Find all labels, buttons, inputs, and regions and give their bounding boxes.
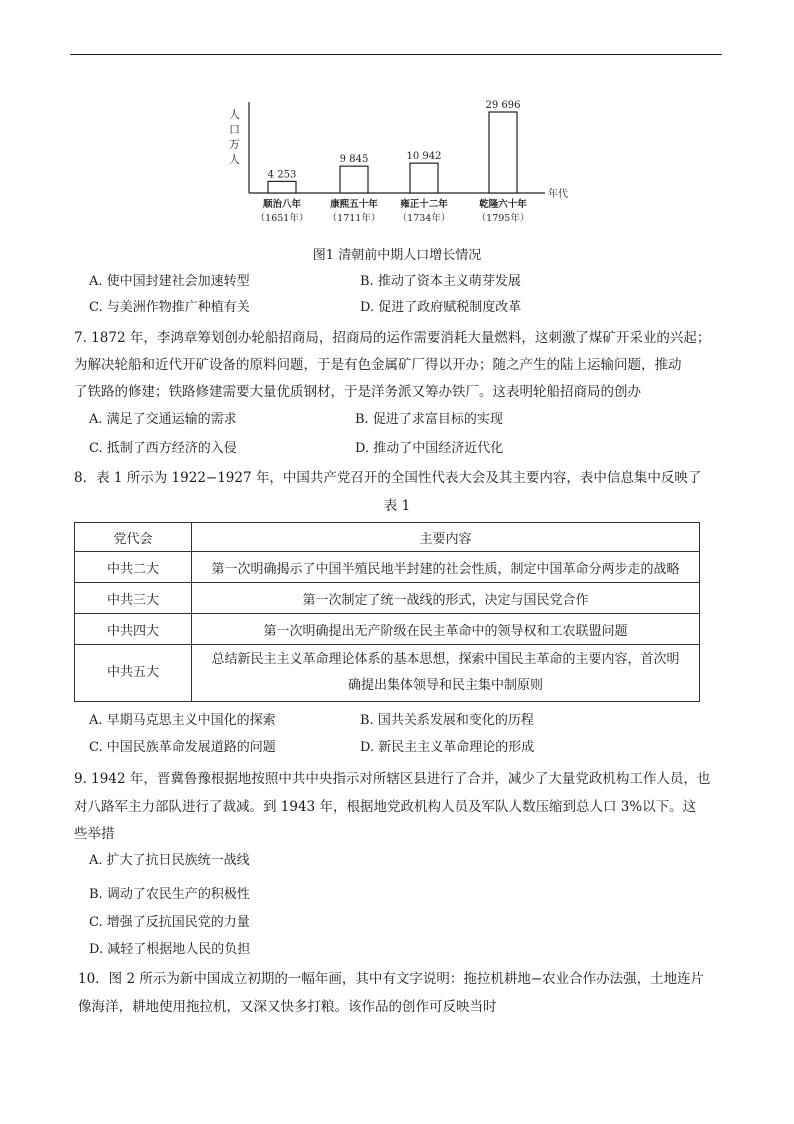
bar-value-label: 9 845 xyxy=(339,154,369,166)
row-content: 第一次明确揭示了中国半殖民地半封建的社会性质，制定中国革命分两步走的战略 xyxy=(192,552,700,583)
y-axis-label: 人口万人 xyxy=(229,108,240,166)
q7-option-b: B. 促进了求富目标的实现 xyxy=(355,412,503,427)
table-row xyxy=(75,552,700,583)
row-party: 中共四大 xyxy=(75,614,192,645)
table-1-title: 表 1 xyxy=(383,498,411,514)
q8-option-c: C. 中国民族革命发展道路的问题 xyxy=(89,740,276,755)
q7-option-a: A. 满足了交通运输的需求 xyxy=(89,412,237,427)
bar xyxy=(410,163,438,193)
q7-option-d: D. 推动了中国经济近代化 xyxy=(355,441,504,456)
row-party: 中共三大 xyxy=(75,583,192,614)
row-content: 第一次明确提出无产阶级在民主革命中的领导权和工农联盟问题 xyxy=(192,614,700,645)
q8-option-d: D. 新民主主义革命理论的形成 xyxy=(360,740,535,755)
q10-line-1: 10．图 2 所示为新中国成立初期的一幅年画，其中有文字说明：拖拉机耕地−农业合作办法强，土地连片 xyxy=(78,971,705,987)
bar-value-label: 4 253 xyxy=(267,169,297,181)
x-tick-label: 康熙五十年 xyxy=(330,199,378,210)
figure-1-caption: 图1 清朝前中期人口增长情况 xyxy=(312,248,482,263)
x-axis-label: 年代 xyxy=(548,189,568,200)
table-row xyxy=(75,614,700,645)
q9-line-3: 些举措 xyxy=(74,826,115,842)
x-tick-year-label: （1711年） xyxy=(327,213,381,224)
x-tick-label: 顺治八年 xyxy=(262,199,302,210)
q6-option-b: B. 推动了资本主义萌芽发展 xyxy=(360,274,521,289)
table-header-row xyxy=(75,523,700,552)
q9-option-b: B. 调动了农民生产的积极性 xyxy=(89,887,250,902)
bar xyxy=(340,166,368,193)
bar xyxy=(268,181,296,193)
x-tick-year-label: （1651年） xyxy=(255,213,309,224)
q7-line-2: 为解决轮船和近代开矿设备的原料问题，于是有色金属矿厂得以开办；随之产生的陆上运输问题，推动 xyxy=(74,357,682,373)
q9-line-2: 对八路军主力部队进行了裁减。到 1943 年，根据地党政机构人员及军队人数压缩到总人口 3%以下。这 xyxy=(74,799,697,815)
q7-line-3: 了铁路的修建；铁路修建需要大量优质钢材，于是洋务派又筹办铁厂。这表明轮船招商局的创办 xyxy=(74,384,641,400)
q7-option-c: C. 抵制了西方经济的入侵 xyxy=(89,441,237,456)
table-row xyxy=(75,583,700,614)
x-tick-year-label: （1734年） xyxy=(397,213,451,224)
page-top-rule xyxy=(70,54,722,55)
row-party: 中共二大 xyxy=(75,552,192,583)
x-tick-label: 乾隆六十年 xyxy=(479,199,527,210)
q9-line-1: 9. 1942 年，晋冀鲁豫根据地按照中共中央指示对所辖区县进行了合并，减少了大量党政机构工作人员，也 xyxy=(74,771,711,787)
bar-value-label: 10 942 xyxy=(406,151,442,163)
bar xyxy=(489,112,517,193)
q6-option-a: A. 使中国封建社会加速转型 xyxy=(89,274,250,289)
table-row xyxy=(75,645,700,702)
row-content: 第一次制定了统一战线的形式，决定与国民党合作 xyxy=(192,583,700,614)
q9-option-c: C. 增强了反抗国民党的力量 xyxy=(89,915,250,930)
q9-option-a: A. 扩大了抗日民族统一战线 xyxy=(89,853,250,868)
row-content-line-2: 确提出集体领导和民主集中制原则 xyxy=(347,678,543,693)
x-tick-year-label: （1795年） xyxy=(476,213,530,224)
header-party: 党代会 xyxy=(75,523,192,552)
row-content-line-1: 总结新民主主义革命理论体系的基本思想，探索中国民主革命的主要内容，首次明 xyxy=(211,652,680,667)
x-tick-label: 雍正十二年 xyxy=(400,199,448,210)
row-content xyxy=(192,645,700,702)
q8-option-b: B. 国共关系发展和变化的历程 xyxy=(360,713,534,728)
q6-option-d: D. 促进了政府赋税制度改革 xyxy=(360,300,522,315)
table-1 xyxy=(74,522,700,702)
population-bar-chart xyxy=(215,90,585,230)
q9-option-d: D. 减轻了根据地人民的负担 xyxy=(89,942,251,957)
q7-line-1: 7. 1872 年，李鸿章筹划创办轮船招商局，招商局的运作需要消耗大量燃料，这刺激了煤矿开采业的兴起； xyxy=(74,330,711,346)
q8-option-a: A. 早期马克思主义中国化的探索 xyxy=(89,713,276,728)
q6-option-c: C. 与美洲作物推广种植有关 xyxy=(89,300,250,315)
q10-line-2: 像海洋，耕地使用拖拉机，又深又快多打粮。该作品的创作可反映当时 xyxy=(78,999,497,1015)
bars-group xyxy=(256,100,530,224)
q8-line-1: 8．表 1 所示为 1922−1927 年，中国共产党召开的全国性代表大会及其主要内容，表中信息集中反映了 xyxy=(74,470,702,486)
row-party: 中共五大 xyxy=(75,645,192,702)
bar-value-label: 29 696 xyxy=(485,100,521,111)
header-content: 主要内容 xyxy=(192,523,700,552)
